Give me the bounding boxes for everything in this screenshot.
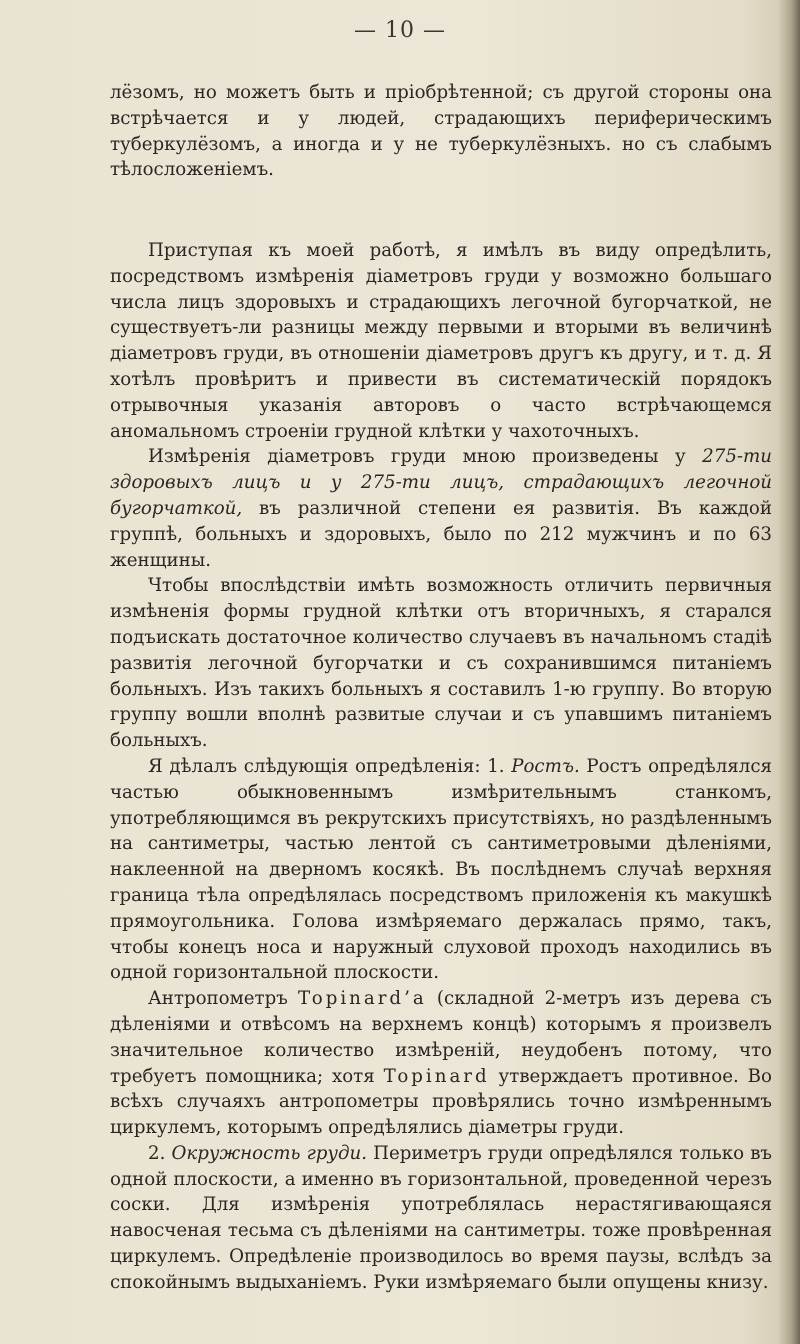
paragraph-chest-circumference-heading: Окружность груди. — [171, 1142, 367, 1164]
paragraph-anthropometer-lead: Антропометръ — [148, 988, 299, 1010]
paragraph-groups: Чтобы впослѣдствіи имѣть возможность отличить первичныя измѣненія формы грудной клѣтки отъ вторичныхъ, я старался подъискать достаточное количество случаевъ въ начальномъ стадіѣ развитія легочной бугорчатки и съ сохранившимся питаніемъ больныхъ. Изъ такихъ больныхъ я составилъ 1-ю группу. Во вторую группу вошли вполнѣ развитые случаи и съ упавшимъ питаніемъ больныхъ. — [110, 575, 772, 752]
page-edge-shadow — [778, 0, 800, 1344]
paragraph-chest-circumference-lead: 2. — [148, 1142, 172, 1164]
paragraph-anthropometer-middle: (складной 2-метръ изъ дерева съ дѣленіями и отвѣсомъ на верхнемъ концѣ) которымъ я произвелъ значительное количество измѣреній, неудобенъ потому, что требуетъ помощника; хотя — [110, 988, 772, 1087]
paragraph-anthropometer-author-1: Topinard’a — [298, 988, 427, 1010]
paragraph-measurements-lead: Измѣренія діаметровъ груди мною произведены у — [148, 446, 703, 468]
paragraph-anthropometer-author-2: Topinard — [383, 1065, 490, 1087]
page-number: — 10 — — [354, 18, 446, 43]
paragraph-purpose: Приступая къ моей работѣ, я имѣлъ въ виду опредѣлить, посредствомъ измѣренія діаметровъ груди у возможно большаго числа лицъ здоровыхъ и страдающихъ легочной бугорчаткой, не существуетъ-ли разницы между первыми и вторыми въ величинѣ діаметровъ груди, въ отношеніи діаметровъ другъ къ другу, и т. д. Я хотѣлъ провѣритъ и привести въ систематическій порядокъ отрывочныя указанія авторовъ о часто встрѣчающемся аномальномъ строеніи грудной клѣтки у чахоточныхъ. — [110, 240, 772, 442]
paragraph-height-lead: Я дѣлалъ слѣдующія опредѣленія: 1. — [148, 755, 512, 777]
paragraph-chest-circumference-body: Периметръ груди опредѣлялся только въ одной плоскости, а именно въ горизонтальной, проведенной черезъ соски. Для измѣренія употреблялась нерастягивающаяся навосченая тесьма съ дѣленіями на сантиметры. тоже провѣренная циркулемъ. Опредѣленіе производилось во время паузы, вслѣдъ за спокойнымъ выдыханіемъ. Руки измѣряемаго были опущены книзу. — [110, 1142, 773, 1293]
paragraph-measurements-emphasis: 275-ти здоровыхъ лицъ и у 275-ти лицъ, страдающихъ легочной бугорчаткой, — [110, 446, 772, 519]
paragraph-height-heading: Ростъ. — [511, 755, 580, 777]
body-text — [110, 238, 772, 1296]
paragraph-chest-circumference — [110, 1141, 772, 1296]
paragraph-anthropometer — [110, 986, 772, 1141]
paragraph-anthropometer-tail: утверждаетъ противное. Во всѣхъ случаяхъ антропометры провѣрялись точно измѣреннымъ циркулемъ, которымъ опредѣлялись діаметры груди. — [110, 1065, 772, 1139]
paragraph-measurements-tail: въ различной степени ея развитія. Въ каждой группѣ, больныхъ и здоровыхъ, было по 212 мужчинъ и по 63 женщины. — [110, 497, 772, 571]
intro-text: лёзомъ, но можетъ быть и пріобрѣтенной; съ другой стороны она встрѣчается и у людей, страдающихъ периферическимъ туберкулёзомъ, а иногда и у не туберкулёзныхъ. но съ слабымъ тѣлосложеніемъ. — [110, 82, 772, 181]
intro-paragraph — [110, 80, 772, 183]
paragraph-height — [110, 754, 772, 986]
paragraph-height-body: Ростъ опредѣлялся частью обыкновеннымъ измѣрительнымъ станкомъ, употребляющимся въ рекрутскихъ присутствіяхъ, но раздѣленнымъ на сантиметры, частью лентой съ сантиметровыми дѣленіями, наклеенной на дверномъ косякѣ. Въ послѣднемъ случаѣ верхняя граница тѣла опредѣлялась посредствомъ приложенія къ макушкѣ прямоугольника. Голова измѣряемаго держалась прямо, такъ, чтобы конецъ носа и наружный слуховой проходъ находились въ одной горизонтальной плоскости. — [110, 755, 772, 984]
paragraph-measurements — [110, 444, 772, 573]
